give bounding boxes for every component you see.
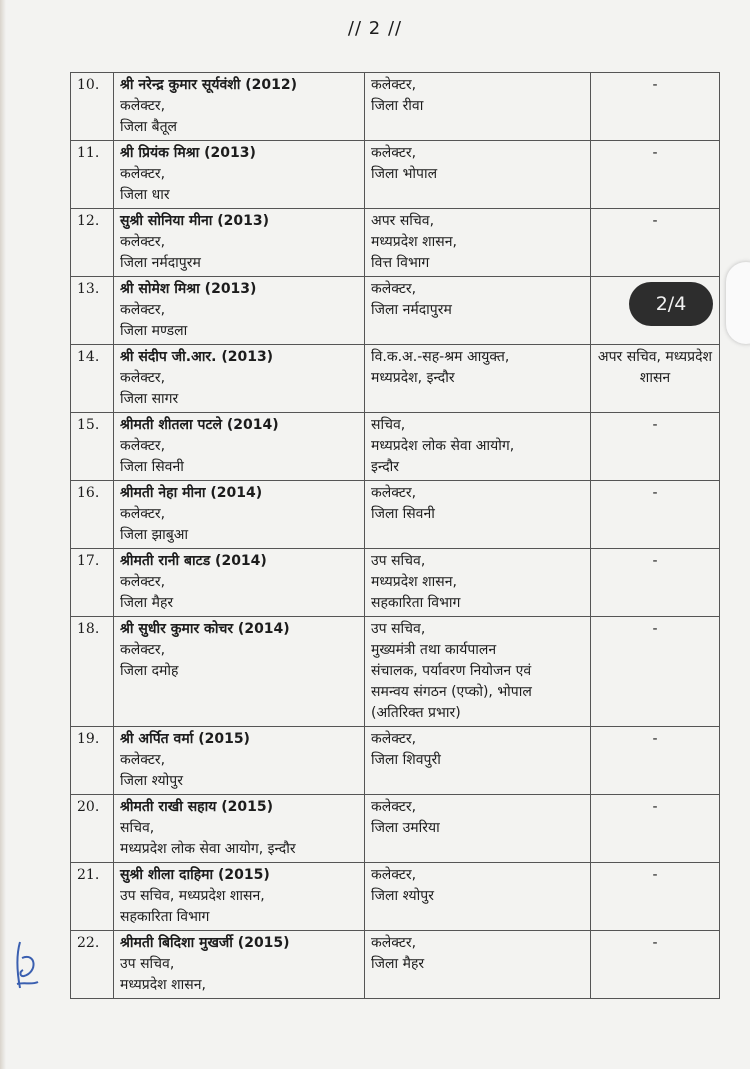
additional-charge-cell xyxy=(591,617,720,727)
additional-charge-cell xyxy=(591,141,720,209)
additional-charge: - xyxy=(652,731,658,747)
additional-charge: - xyxy=(652,485,658,501)
current-posting-line: जिला झाबुआ xyxy=(120,527,189,543)
additional-charge: अपर सचिव, मध्यप्रदेश शासन xyxy=(597,349,713,386)
current-posting-line: जिला दमोह xyxy=(120,663,179,679)
new-posting-line: मध्यप्रदेश शासन, xyxy=(371,234,457,250)
current-posting-line: कलेक्टर, xyxy=(120,506,166,522)
new-posting-line: जिला श्योपुर xyxy=(371,888,434,904)
serial-number: 19. xyxy=(71,727,114,795)
serial-number: 10. xyxy=(71,73,114,141)
additional-charge-cell xyxy=(591,73,720,141)
additional-charge-cell xyxy=(591,209,720,277)
table-row xyxy=(71,617,720,727)
new-posting-cell xyxy=(365,141,591,209)
new-posting-line: जिला रीवा xyxy=(371,98,424,114)
new-posting-line: वित्त विभाग xyxy=(371,255,430,271)
new-posting-line: मुख्यमंत्री तथा कार्यपालन xyxy=(371,642,497,658)
table-row xyxy=(71,141,720,209)
officer-name: सुश्री शीला दाहिमा (2015) xyxy=(120,867,270,883)
current-posting-line: कलेक्टर, xyxy=(120,98,166,114)
officer-cell xyxy=(114,795,365,863)
additional-charge: - xyxy=(652,621,658,637)
current-posting-line: जिला सागर xyxy=(120,391,179,407)
current-posting-line: जिला मण्डला xyxy=(120,323,188,339)
page-edge xyxy=(0,0,6,1069)
serial-number: 12. xyxy=(71,209,114,277)
new-posting-cell xyxy=(365,727,591,795)
new-posting-line: कलेक्टर, xyxy=(371,867,417,883)
officer-name: श्री सुधीर कुमार कोचर (2014) xyxy=(120,621,290,637)
officer-name: श्रीमती नेहा मीना (2014) xyxy=(120,485,263,501)
officer-cell xyxy=(114,617,365,727)
new-posting-cell xyxy=(365,863,591,931)
table-row xyxy=(71,931,720,999)
new-posting-line: कलेक्टर, xyxy=(371,935,417,951)
additional-charge-cell xyxy=(591,413,720,481)
officer-name: श्री प्रियंक मिश्रा (2013) xyxy=(120,145,256,161)
new-posting-cell xyxy=(365,277,591,345)
serial-number: 20. xyxy=(71,795,114,863)
new-posting-cell xyxy=(365,617,591,727)
current-posting-line: कलेक्टर, xyxy=(120,302,166,318)
current-posting-line: कलेक्टर, xyxy=(120,438,166,454)
current-posting-line: जिला बैतूल xyxy=(120,119,178,135)
current-posting-line: सहकारिता विभाग xyxy=(120,909,210,925)
officer-cell xyxy=(114,209,365,277)
new-posting-line: कलेक्टर, xyxy=(371,145,417,161)
new-posting-line: जिला सिवनी xyxy=(371,506,435,522)
current-posting-line: मध्यप्रदेश लोक सेवा आयोग, इन्दौर xyxy=(120,841,296,857)
officer-cell xyxy=(114,413,365,481)
current-posting-line: जिला श्योपुर xyxy=(120,773,183,789)
new-posting-line: उप सचिव, xyxy=(371,553,426,569)
new-posting-cell xyxy=(365,345,591,413)
additional-charge: - xyxy=(652,213,658,229)
new-posting-line: सचिव, xyxy=(371,417,406,433)
handwritten-initials-mark xyxy=(14,938,42,993)
new-posting-line: कलेक्टर, xyxy=(371,281,417,297)
table-row xyxy=(71,863,720,931)
serial-number: 11. xyxy=(71,141,114,209)
serial-number: 13. xyxy=(71,277,114,345)
new-posting-line: कलेक्टर, xyxy=(371,485,417,501)
new-posting-line: कलेक्टर, xyxy=(371,77,417,93)
page-marker: // 2 // xyxy=(347,18,403,39)
additional-charge-cell xyxy=(591,931,720,999)
new-posting-cell xyxy=(365,73,591,141)
new-posting-cell xyxy=(365,413,591,481)
current-posting-line: जिला मैहर xyxy=(120,595,174,611)
table-row xyxy=(71,345,720,413)
additional-charge: - xyxy=(652,77,658,93)
serial-number: 16. xyxy=(71,481,114,549)
current-posting-line: सचिव, xyxy=(120,820,155,836)
new-posting-line: उप सचिव, xyxy=(371,621,426,637)
additional-charge-cell xyxy=(591,345,720,413)
new-posting-line: संचालक, पर्यावरण नियोजन एवं xyxy=(371,663,532,679)
additional-charge: - xyxy=(652,417,658,433)
officer-cell xyxy=(114,931,365,999)
officer-name: श्री संदीप जी.आर. (2013) xyxy=(120,349,274,365)
current-posting-line: उप सचिव, मध्यप्रदेश शासन, xyxy=(120,888,265,904)
new-posting-line: सहकारिता विभाग xyxy=(371,595,461,611)
current-posting-line: जिला धार xyxy=(120,187,170,203)
page-indicator-badge: 2/4 xyxy=(629,282,713,326)
current-posting-line: मध्यप्रदेश शासन, xyxy=(120,977,206,993)
table-row xyxy=(71,413,720,481)
new-posting-line: जिला मैहर xyxy=(371,956,425,972)
officer-name: सुश्री सोनिया मीना (2013) xyxy=(120,213,270,229)
serial-number: 14. xyxy=(71,345,114,413)
new-posting-line: कलेक्टर, xyxy=(371,731,417,747)
side-scroll-handle[interactable] xyxy=(726,262,750,344)
serial-number: 18. xyxy=(71,617,114,727)
new-posting-cell xyxy=(365,931,591,999)
table-row xyxy=(71,549,720,617)
new-posting-line: मध्यप्रदेश लोक सेवा आयोग, xyxy=(371,438,515,454)
new-posting-cell xyxy=(365,549,591,617)
current-posting-line: कलेक्टर, xyxy=(120,642,166,658)
additional-charge-cell xyxy=(591,481,720,549)
officer-cell xyxy=(114,345,365,413)
table-row xyxy=(71,727,720,795)
table-row xyxy=(71,795,720,863)
officer-cell xyxy=(114,277,365,345)
officer-cell xyxy=(114,863,365,931)
additional-charge: - xyxy=(652,867,658,883)
new-posting-line: (अतिरिक्त प्रभार) xyxy=(371,705,461,721)
serial-number: 15. xyxy=(71,413,114,481)
new-posting-line: जिला उमरिया xyxy=(371,820,440,836)
additional-charge: - xyxy=(652,935,658,951)
table-row xyxy=(71,481,720,549)
additional-charge: - xyxy=(652,799,658,815)
additional-charge-cell xyxy=(591,863,720,931)
transfer-table xyxy=(70,72,720,999)
new-posting-line: मध्यप्रदेश, इन्दौर xyxy=(371,370,455,386)
new-posting-cell xyxy=(365,481,591,549)
new-posting-line: समन्वय संगठन (एप्को), भोपाल xyxy=(371,684,532,700)
new-posting-cell xyxy=(365,795,591,863)
new-posting-line: अपर सचिव, xyxy=(371,213,435,229)
current-posting-line: कलेक्टर, xyxy=(120,370,166,386)
serial-number: 22. xyxy=(71,931,114,999)
table-row xyxy=(71,277,720,345)
officer-name: श्री अर्पित वर्मा (2015) xyxy=(120,731,250,747)
new-posting-line: जिला नर्मदापुरम xyxy=(371,302,452,318)
new-posting-cell xyxy=(365,209,591,277)
additional-charge: - xyxy=(652,553,658,569)
serial-number: 21. xyxy=(71,863,114,931)
new-posting-line: मध्यप्रदेश शासन, xyxy=(371,574,457,590)
current-posting-line: कलेक्टर, xyxy=(120,234,166,250)
current-posting-line: कलेक्टर, xyxy=(120,166,166,182)
table-row xyxy=(71,209,720,277)
new-posting-line: कलेक्टर, xyxy=(371,799,417,815)
additional-charge-cell xyxy=(591,549,720,617)
officer-name: श्रीमती बिदिशा मुखर्जी (2015) xyxy=(120,935,290,951)
current-posting-line: उप सचिव, xyxy=(120,956,175,972)
officer-cell xyxy=(114,549,365,617)
current-posting-line: जिला सिवनी xyxy=(120,459,184,475)
officer-cell xyxy=(114,727,365,795)
transfer-table-body xyxy=(71,73,720,999)
officer-cell xyxy=(114,481,365,549)
officer-name: श्रीमती शीतला पटले (2014) xyxy=(120,417,279,433)
new-posting-line: जिला भोपाल xyxy=(371,166,438,182)
serial-number: 17. xyxy=(71,549,114,617)
current-posting-line: कलेक्टर, xyxy=(120,574,166,590)
new-posting-line: वि.क.अ.-सह-श्रम आयुक्त, xyxy=(371,349,510,365)
table-row xyxy=(71,73,720,141)
officer-name: श्रीमती रानी बाटड (2014) xyxy=(120,553,267,569)
officer-cell xyxy=(114,73,365,141)
officer-name: श्री सोमेश मिश्रा (2013) xyxy=(120,281,257,297)
new-posting-line: इन्दौर xyxy=(371,459,399,475)
additional-charge-cell xyxy=(591,795,720,863)
new-posting-line: जिला शिवपुरी xyxy=(371,752,441,768)
additional-charge: - xyxy=(652,145,658,161)
current-posting-line: जिला नर्मदापुरम xyxy=(120,255,201,271)
additional-charge-cell xyxy=(591,727,720,795)
officer-name: श्रीमती राखी सहाय (2015) xyxy=(120,799,273,815)
current-posting-line: कलेक्टर, xyxy=(120,752,166,768)
officer-cell xyxy=(114,141,365,209)
officer-name: श्री नरेन्द्र कुमार सूर्यवंशी (2012) xyxy=(120,77,298,93)
